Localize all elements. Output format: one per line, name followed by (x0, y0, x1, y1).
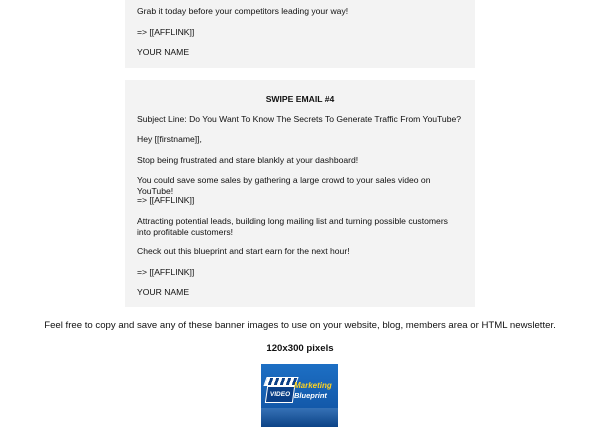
banner-video-word: VIDEO (265, 386, 295, 403)
swipe-email-4-box (125, 80, 475, 307)
banner-size-heading: 120x300 pixels (266, 343, 334, 354)
swipe4-afflink-1[interactable]: => [[AFFLINK]] (137, 195, 195, 205)
swipe4-subject[interactable]: Subject Line: Do You Want To Know The Secrets To Generate Traffic From YouTube? (137, 114, 462, 124)
video-marketing-blueprint-banner[interactable] (261, 364, 338, 427)
swipe4-para2[interactable]: You could save some sales by gathering a large crowd to your sales video on YouTube! (137, 175, 431, 196)
banner-blueprint-word: Blueprint (294, 391, 327, 400)
banner-intro-text: Feel free to copy and save any of these banner images to use on your website, blog, members area or HTML newsletter. (44, 320, 556, 331)
swipe3-closing-line[interactable]: Grab it today before your competitors leading your way! (137, 6, 349, 16)
banner-gloss (261, 408, 338, 427)
swipe4-greeting[interactable]: Hey [[firstname]], (137, 134, 202, 144)
swipe4-afflink-2[interactable]: => [[AFFLINK]] (137, 267, 195, 277)
swipe4-para3[interactable]: Attracting potential leads, building long mailing list and turning possible customers into profitable customers! (137, 216, 448, 237)
swipe3-signature[interactable]: YOUR NAME (137, 47, 190, 57)
swipe-email-3-box (125, 0, 475, 68)
swipe4-title[interactable]: SWIPE EMAIL #4 (265, 94, 335, 104)
swipe3-afflink[interactable]: => [[AFFLINK]] (137, 27, 195, 37)
swipe4-para4[interactable]: Check out this blueprint and start earn for the next hour! (137, 246, 350, 256)
swipe4-signature[interactable]: YOUR NAME (137, 287, 190, 297)
swipe4-para1[interactable]: Stop being frustrated and stare blankly at your dashboard! (137, 155, 359, 165)
banner-marketing-word: Marketing (294, 381, 332, 390)
